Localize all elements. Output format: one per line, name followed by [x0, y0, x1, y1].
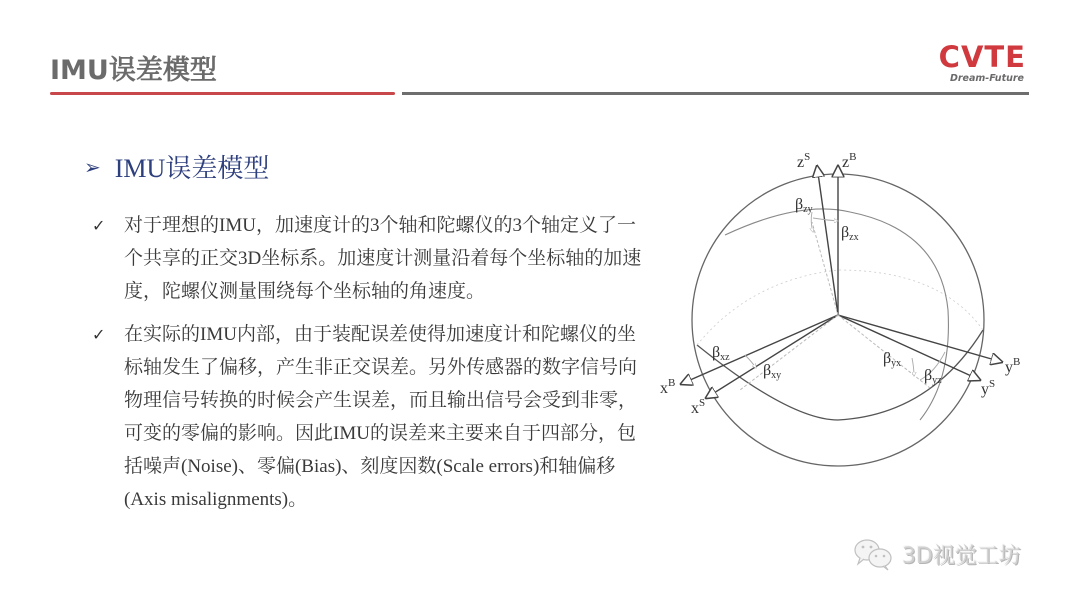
bullet-item — [92, 318, 652, 516]
bullet-item — [92, 209, 652, 308]
label-yB: $y^B$ — [1005, 356, 1021, 376]
label-beta-zy: βzy — [795, 196, 813, 215]
angle-labels — [712, 196, 942, 386]
label-beta-yz: βyz — [924, 367, 942, 386]
label-xB: $x^B$ — [660, 377, 676, 397]
bullet-list — [92, 209, 652, 526]
label-zB: $z^B$ — [842, 151, 857, 171]
logo-wordmark: CVTE — [938, 40, 1026, 74]
axes — [681, 166, 1002, 398]
checkmark-icon: ✓ — [92, 216, 106, 235]
section-heading — [84, 148, 269, 185]
slide-title: IMU误差模型 — [50, 55, 217, 86]
label-beta-zx: βzx — [841, 224, 859, 243]
wechat-icon — [852, 537, 896, 571]
label-beta-xy: βxy — [763, 362, 782, 381]
watermark-text: 3D视觉工坊 — [902, 543, 1021, 569]
logo-tagline: Dream-Future — [949, 73, 1024, 84]
imu-axis-misalignment-diagram — [650, 140, 1050, 490]
bullet-text: 在实际的IMU内部，由于装配误差使得加速度计和陀螺仪的坐标轴发生了偏移，产生非正交误差。另外传感器的数字信号向物理信号转换的时候会产生误差，而且输出信号会受到非零，可变的零偏的影响。因此IMU的误差来主要来自于四部分，包括噪声(Noise)、零偏(Bias)、刻度因数(Scale errors)和轴偏移(Axis misalignments)。 — [124, 324, 638, 510]
label-beta-xz: βxz — [712, 344, 730, 363]
bullet-text: 对于理想的IMU，加速度计的3个轴和陀螺仪的3个轴定义了一个共享的正交3D坐标系。加速度计测量沿着每个坐标轴的加速度，陀螺仪测量围绕每个坐标轴的角速度。 — [124, 215, 642, 302]
section-heading-text: IMU误差模型 — [114, 154, 270, 183]
label-yS: $y^S$ — [981, 378, 996, 398]
label-zS: $z^S$ — [797, 151, 811, 171]
title-underline-rule — [402, 92, 1029, 95]
watermark — [852, 537, 1021, 571]
label-beta-yx: βyx — [883, 350, 902, 369]
meridian-ellipse — [725, 209, 948, 420]
arrow-bullet-icon: ➢ — [84, 154, 101, 179]
checkmark-icon: ✓ — [92, 325, 106, 344]
axis-labels — [660, 151, 1020, 417]
title-underline-accent — [50, 92, 395, 95]
company-logo — [934, 42, 1030, 88]
label-xS: $x^S$ — [691, 397, 706, 417]
